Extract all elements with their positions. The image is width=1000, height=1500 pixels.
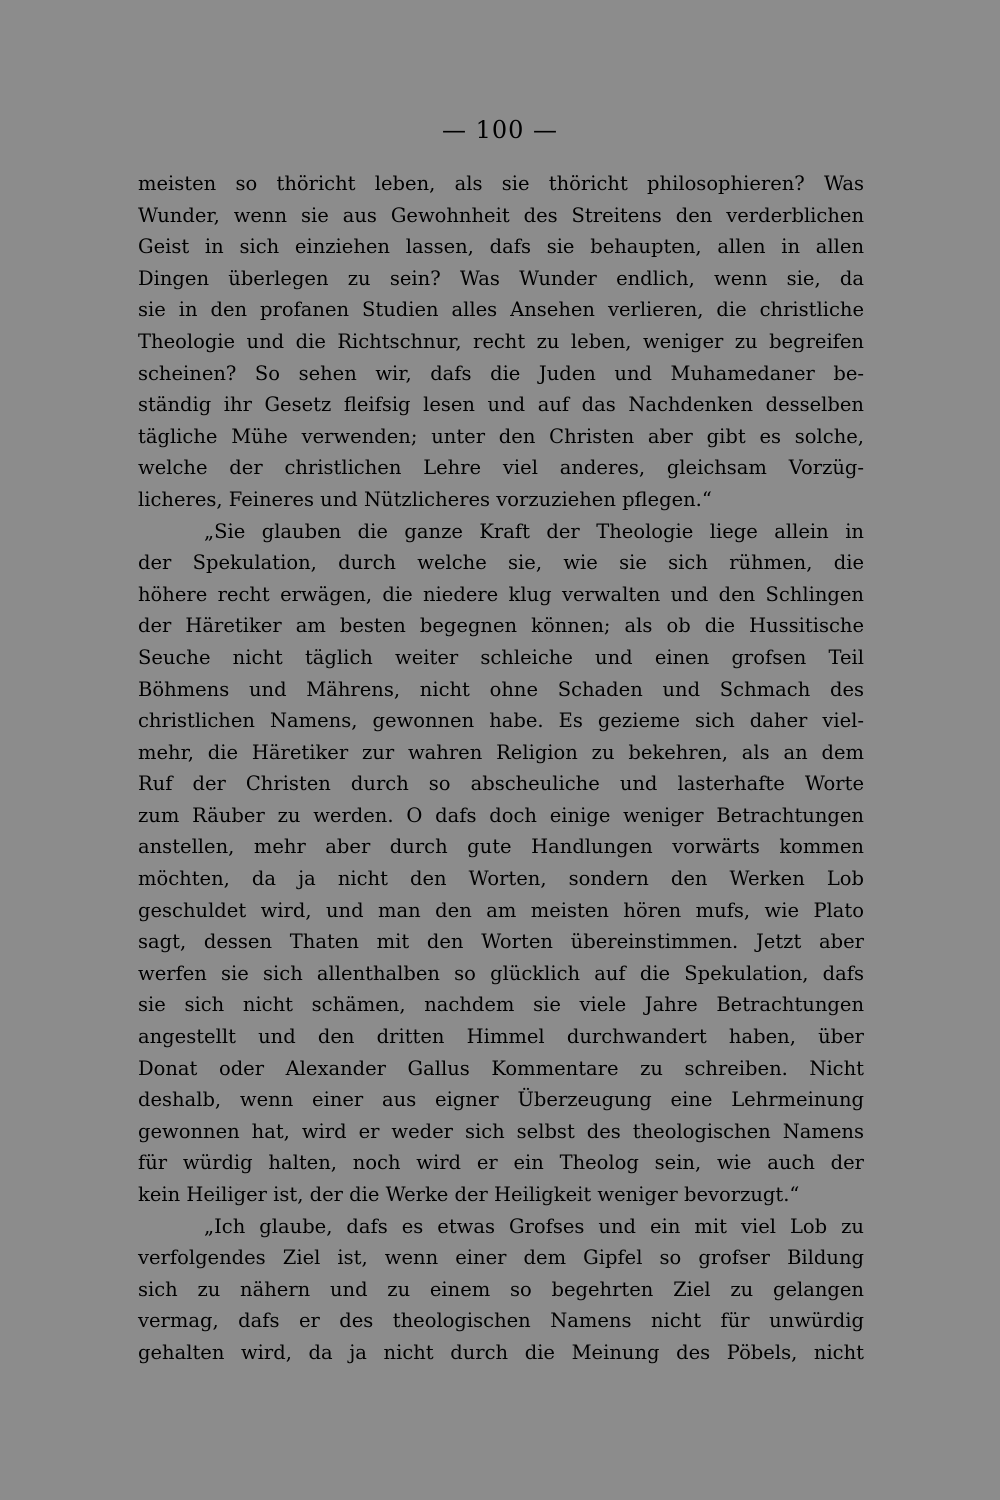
text-line: tägliche Mühe verwenden; unter den Christen aber gibt es solche,	[138, 424, 864, 448]
text-line: licheres, Feineres und Nützlicheres vorzuziehen pflegen.“	[138, 487, 712, 511]
text-line: möchten, da ja nicht den Worten, sondern den Werken Lob	[138, 867, 864, 891]
text-line: sie in den profanen Studien alles Ansehen verlieren, die christliche	[138, 298, 864, 322]
text-line: anstellen, mehr aber durch gute Handlungen vorwärts kommen	[138, 835, 864, 859]
text-line: Seuche nicht täglich weiter schleiche und einen grofsen Teil	[138, 645, 864, 669]
text-line: meisten so thöricht leben, als sie thöricht philosophieren? Was	[138, 172, 864, 195]
text-line: gewonnen hat, wird er weder sich selbst des theologischen Namens	[138, 1119, 864, 1143]
text-line: Böhmens und Mährens, nicht ohne Schaden und Schmach des	[138, 677, 864, 701]
text-line: der Häretiker am besten begegnen können; als ob die Hussitische	[138, 614, 864, 638]
text-line: Wunder, wenn sie aus Gewohnheit des Streitens den verderblichen	[138, 203, 864, 227]
text-line: sie sich nicht schämen, nachdem sie viele Jahre Betrachtungen	[138, 993, 864, 1017]
body-text	[138, 168, 864, 1369]
text-line: der Spekulation, durch welche sie, wie sie sich rühmen, die	[138, 551, 864, 575]
text-line: angestellt und den dritten Himmel durchwandert haben, über	[138, 1025, 864, 1049]
text-line: „Sie glauben die ganze Kraft der Theologie liege allein in	[204, 519, 864, 543]
text-line: zum Räuber zu werden. O dafs doch einige weniger Betrachtungen	[138, 803, 864, 827]
text-line: „Ich glaube, dafs es etwas Grofses und ein mit viel Lob zu	[204, 1214, 864, 1238]
text-line: sich zu nähern und zu einem so begehrten Ziel zu gelangen	[138, 1277, 864, 1301]
text-line: Ruf der Christen durch so abscheuliche und lasterhafte Worte	[138, 772, 864, 796]
text-line: Theologie und die Richtschnur, recht zu leben, weniger zu begreifen	[138, 329, 864, 353]
page-number: — 100 —	[441, 116, 559, 144]
text-line: deshalb, wenn einer aus eigner Überzeugung eine Lehrmeinung	[138, 1088, 864, 1112]
text-line: sagt, dessen Thaten mit den Worten übereinstimmen. Jetzt aber	[138, 930, 864, 954]
text-line: ständig ihr Gesetz fleifsig lesen und auf das Nachdenken desselben	[138, 393, 864, 417]
text-line: kein Heiliger ist, der die Werke der Heiligkeit weniger bevorzugt.“	[138, 1183, 800, 1206]
text-line: Geist in sich einziehen lassen, dafs sie behaupten, allen in allen	[138, 235, 864, 259]
text-line: geschuldet wird, und man den am meisten hören mufs, wie Plato	[138, 898, 864, 922]
text-line: mehr, die Häretiker zur wahren Religion zu bekehren, als an dem	[138, 740, 864, 764]
text-line: welche der christlichen Lehre viel anderes, gleichsam Vorzüg-	[138, 456, 864, 480]
text-line: vermag, dafs er des theologischen Namens nicht für unwürdig	[138, 1309, 864, 1333]
text-line: gehalten wird, da ja nicht durch die Meinung des Pöbels, nicht	[138, 1340, 864, 1364]
text-line: christlichen Namens, gewonnen habe. Es gezieme sich daher viel-	[138, 709, 864, 733]
text-line: Dingen überlegen zu sein? Was Wunder endlich, wenn sie, da	[138, 266, 864, 290]
text-line: Donat oder Alexander Gallus Kommentare zu schreiben. Nicht	[138, 1056, 864, 1080]
text-line: verfolgendes Ziel ist, wenn einer dem Gipfel so grofser Bildung	[138, 1246, 864, 1270]
text-line: scheinen? So sehen wir, dafs die Juden und Muhamedaner be-	[138, 361, 864, 385]
text-line: höhere recht erwägen, die niedere klug verwalten und den Schlingen	[138, 582, 864, 606]
text-line: für würdig halten, noch wird er ein Theolog sein, wie auch der	[138, 1151, 864, 1175]
text-line: werfen sie sich allenthalben so glücklich auf die Spekulation, dafs	[138, 961, 864, 985]
